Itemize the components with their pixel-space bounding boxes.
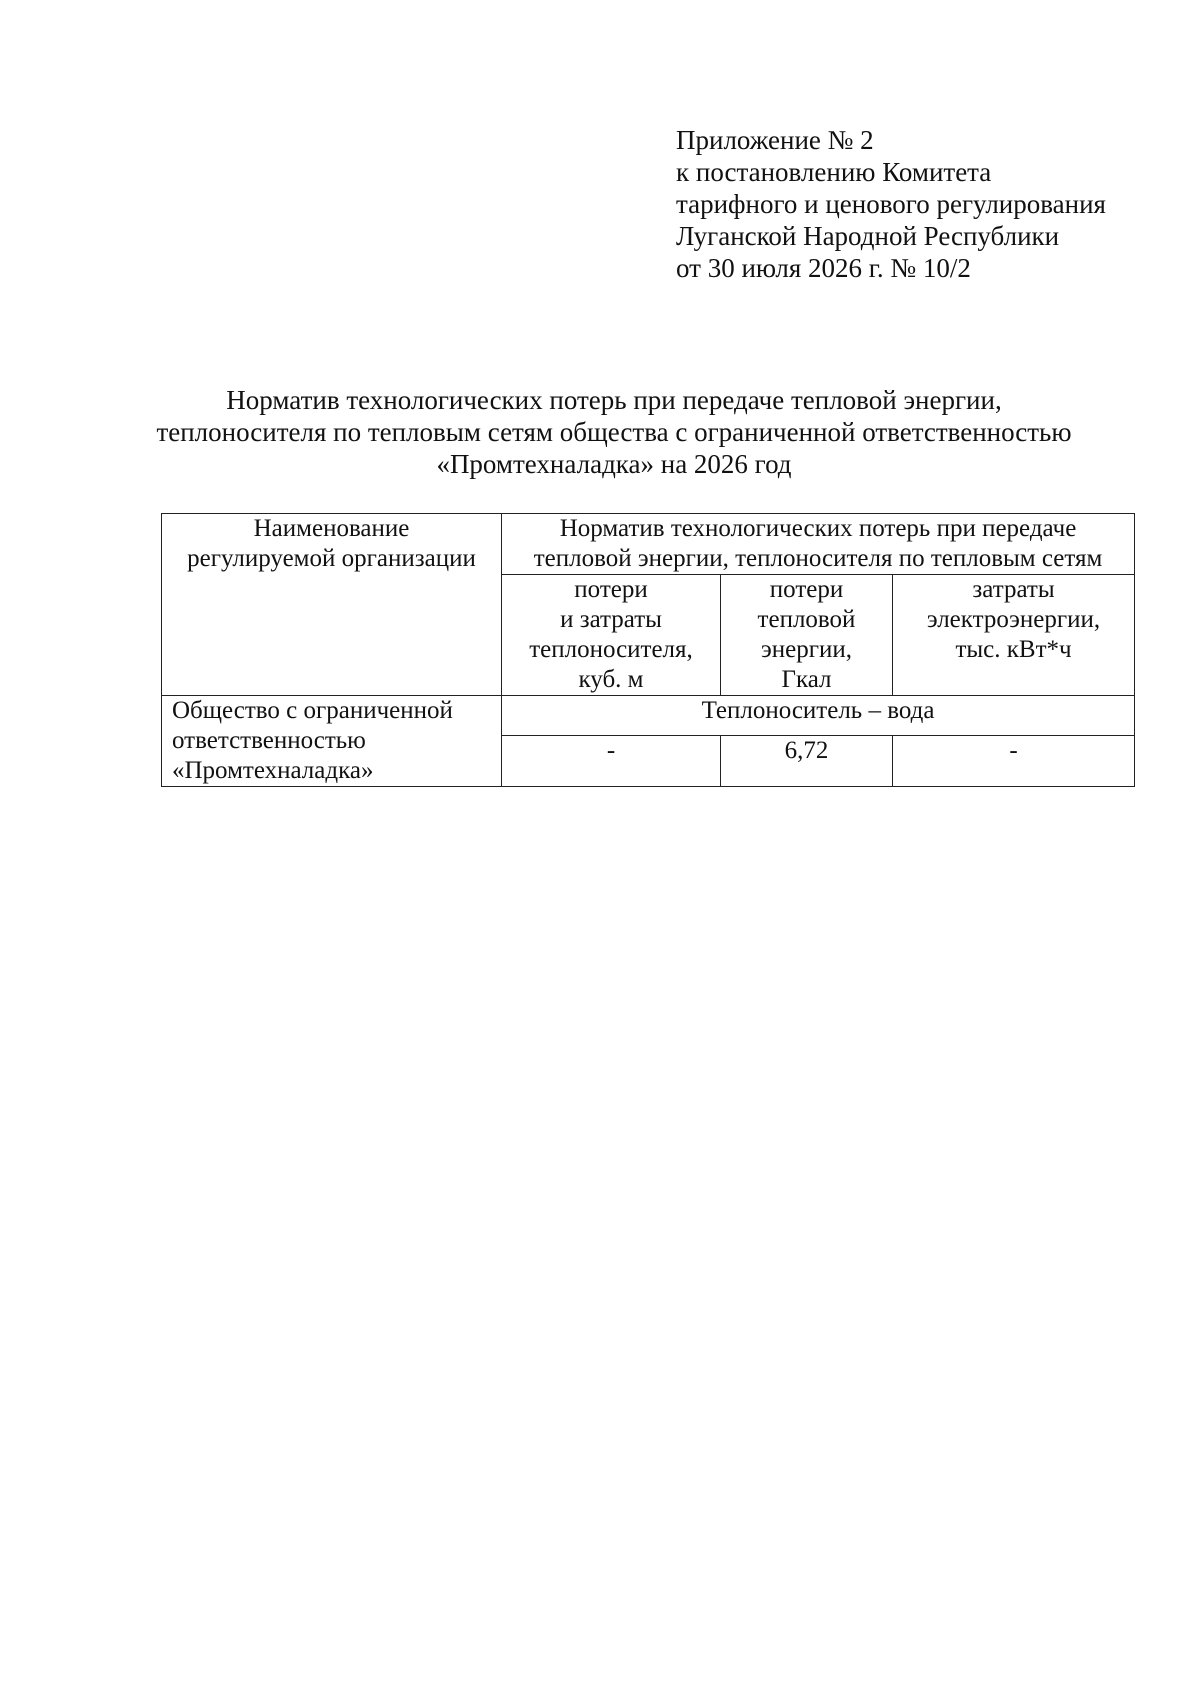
- org-name-text: Общество с ограниченной: [172, 697, 453, 724]
- header-text: электроэнергии,: [926, 606, 1101, 633]
- header-text: потери: [574, 576, 648, 603]
- org-name-text: «Промтехналадка»: [172, 757, 374, 784]
- header-text: Норматив технологических потерь при передаче: [559, 515, 1077, 542]
- header-text: тыс. кВт*ч: [955, 636, 1072, 663]
- appendix-republic: Луганской Народной Республики: [676, 221, 1060, 251]
- appendix-committee: тарифного и ценового регулирования: [676, 189, 1106, 219]
- header-text: теплоносителя,: [529, 636, 693, 663]
- electricity-cost-value: -: [893, 736, 1135, 787]
- org-column-header: [162, 514, 502, 696]
- header-text: и затраты: [560, 606, 662, 633]
- header-text: тепловой энергии, теплоносителя по тепловым сетям: [533, 545, 1103, 572]
- carrier-type-text: Теплоноситель – вода: [701, 697, 935, 724]
- appendix-number: Приложение № 2: [676, 125, 874, 155]
- header-text: куб. м: [578, 666, 644, 693]
- heat-loss-header: [721, 575, 893, 696]
- header-text: потери: [769, 576, 844, 603]
- header-text: регулируемой организации: [187, 545, 476, 572]
- header-text: тепловой: [757, 606, 856, 633]
- table-row: [162, 696, 1135, 736]
- header-text: энергии,: [761, 636, 852, 663]
- appendix-date: от 30 июля 2026 г. № 10/2: [676, 253, 971, 283]
- heat-loss-value: 6,72: [721, 736, 893, 787]
- norm-table: [161, 513, 1135, 787]
- header-text: затраты: [972, 576, 1055, 603]
- carrier-type-cell: [502, 696, 1135, 736]
- header-text: Наименование: [253, 515, 410, 542]
- carrier-loss-value: -: [502, 736, 721, 787]
- title-line: Норматив технологических потерь при передаче тепловой энергии,: [226, 385, 1002, 415]
- title-line: теплоносителя по тепловым сетям общества с ограниченной ответственностью: [156, 417, 1072, 447]
- document-title: [150, 384, 1078, 480]
- appendix-block: [676, 124, 1176, 284]
- table-header-row: [162, 514, 1135, 575]
- org-name-text: ответственностью: [172, 727, 366, 754]
- carrier-loss-header: [502, 575, 721, 696]
- title-line: «Промтехналадка» на 2026 год: [436, 449, 792, 479]
- org-name-cell: [162, 696, 502, 787]
- norm-group-header: [502, 514, 1135, 575]
- appendix-reference: к постановлению Комитета: [676, 157, 992, 187]
- electricity-cost-header: [893, 575, 1135, 696]
- header-text: Гкал: [781, 666, 832, 693]
